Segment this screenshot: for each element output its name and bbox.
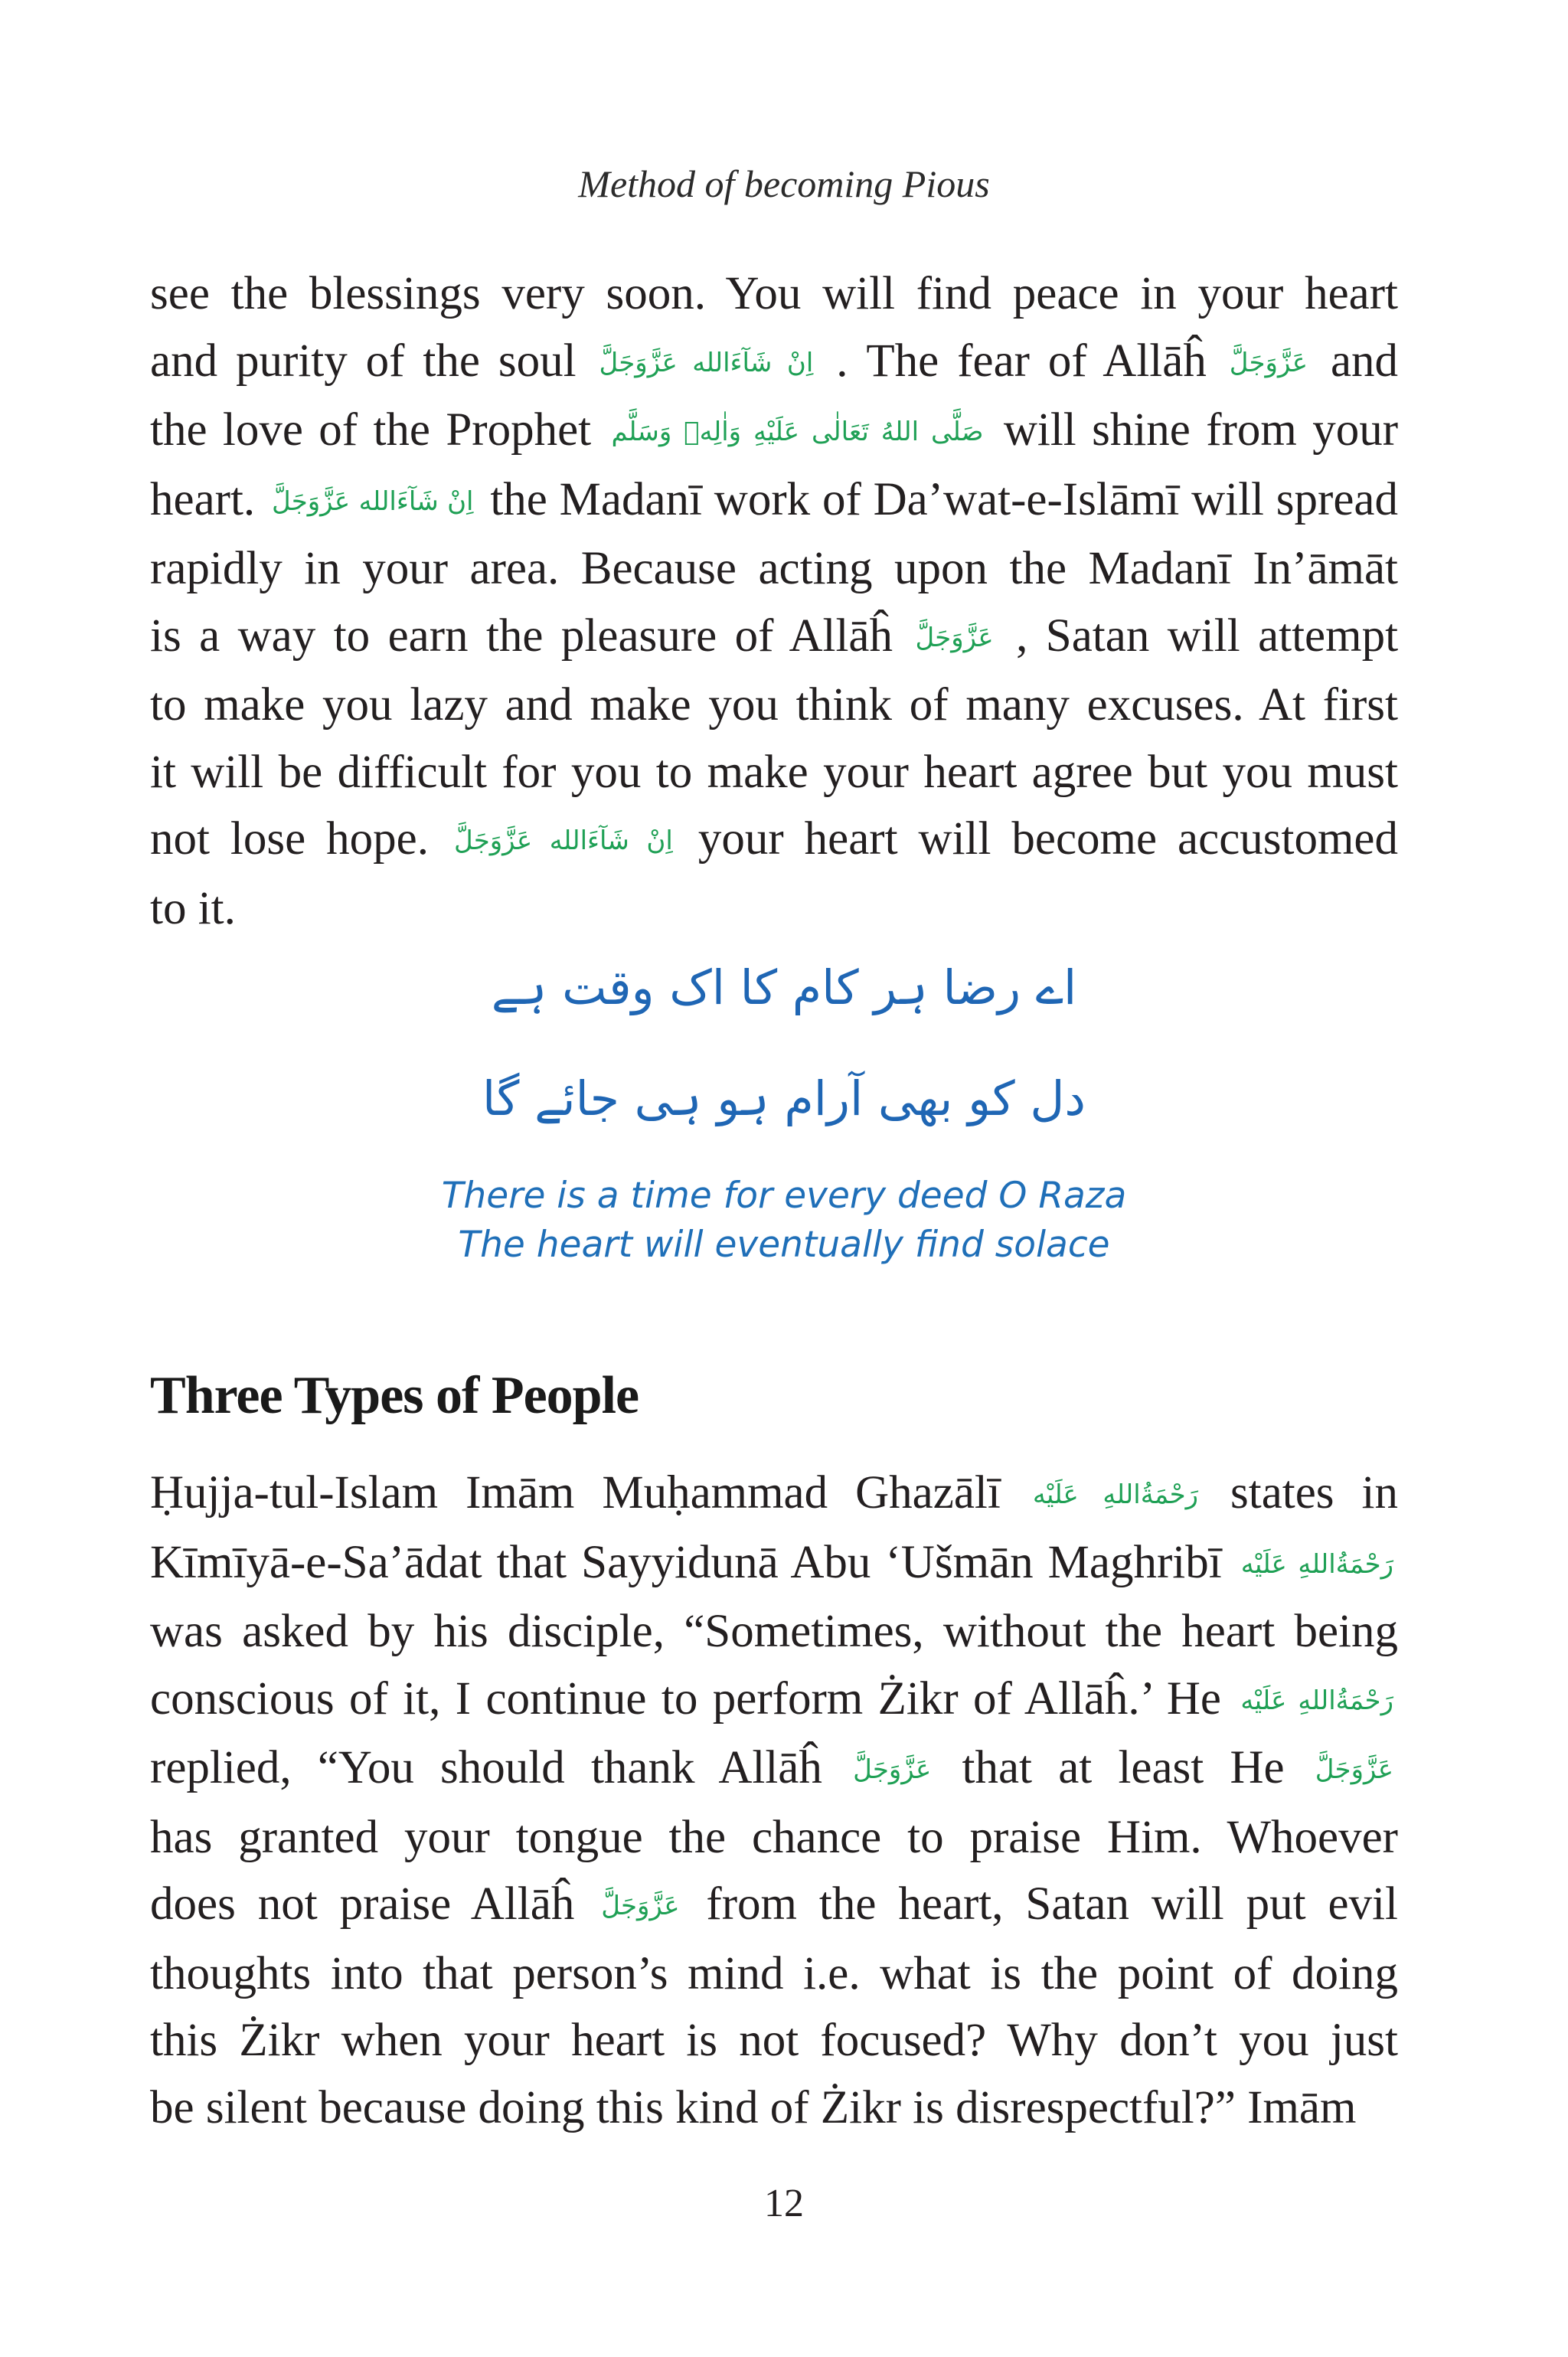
text-line [150, 1666, 1398, 1735]
honorific-arabic: اِنْ شَآءَالله عَزَّوَجَلَّ [271, 485, 474, 517]
honorific-arabic: عَزَّوَجَلَّ [1315, 1754, 1394, 1785]
text-run: see the blessings very soon. You will find peace in your heart [150, 268, 1398, 319]
text-line [150, 1529, 1398, 1599]
text-run: rapidly in your area. Because acting upon the Madanī In’āmāt [150, 543, 1398, 594]
text-line [150, 1871, 1398, 1940]
text-line [150, 328, 1398, 397]
text-line [150, 806, 1398, 875]
urdu-verse-line-2: دل کو بھی آرام ہو ہی جائے گا [482, 1071, 1086, 1126]
text-run: the love of the Prophet [150, 404, 592, 456]
text-line [150, 603, 1398, 672]
text-run: will shine from your [1003, 404, 1399, 456]
honorific-arabic: اِنْ شَآءَالله عَزَّوَجَلَّ [599, 347, 814, 378]
text-line [150, 2007, 1398, 2074]
honorific-arabic: اِنْ شَآءَالله عَزَّوَجَلَّ [453, 825, 673, 856]
text-run: to make you lazy and make you think of many excuses. At first [150, 679, 1398, 731]
text-run: conscious of it, I continue to perform Żikr of Allāĥ.’ He [150, 1672, 1221, 1724]
text-line [150, 739, 1398, 806]
text-line [150, 466, 1398, 536]
honorific-arabic: عَزَّوَجَلَّ [1229, 347, 1308, 378]
text-line [150, 875, 1398, 943]
honorific-arabic: عَزَّوَجَلَّ [601, 1891, 680, 1921]
text-run: your heart will become accustomed [697, 813, 1398, 865]
urdu-verse-line-1: اے رضا ہر کام کا اک وقت ہے [491, 959, 1077, 1015]
text-line [150, 1804, 1398, 1872]
text-line [150, 397, 1398, 466]
text-run: Kīmīyā-e-Sa’ādat that Sayyidunā Abu ‘Ušmān Maghribī [150, 1536, 1222, 1588]
text-run: that at least He [962, 1742, 1285, 1793]
text-run: heart. [150, 473, 256, 525]
honorific-arabic: رَحْمَةُاللهِ عَلَيْه [1032, 1479, 1199, 1510]
text-run: to it. [150, 882, 236, 934]
text-run: states in [1230, 1467, 1398, 1518]
body-paragraph-1 [150, 260, 1398, 942]
page-number: 12 [764, 2182, 804, 2225]
text-line [150, 672, 1398, 739]
text-line [150, 2074, 1398, 2142]
body-paragraph-2 [150, 1460, 1398, 2141]
text-run: and purity of the soul [150, 335, 577, 387]
text-run: . The fear of Allāĥ [836, 335, 1207, 387]
text-run: from the heart, Satan will put evil [706, 1878, 1399, 1930]
text-run: , Satan will attempt [1016, 610, 1399, 662]
text-run: this Żikr when your heart is not focused? Why don’t you just [150, 2015, 1398, 2066]
honorific-arabic: عَزَّوَجَلَّ [915, 622, 994, 653]
text-run: the Madanī work of Da’wat-e-Islāmī will spread [490, 473, 1398, 525]
honorific-arabic: صَلَّى اللهُ تَعَالٰى عَلَيْهِ وَاٰلِهٖ وَسَلَّم [611, 417, 984, 447]
text-run: be silent because doing this kind of Żikr is disrespectful?” Imām [150, 2081, 1357, 2133]
text-line [150, 1940, 1398, 2008]
text-line [150, 260, 1398, 328]
text-run: Ḥujja-tul-Islam Imām Muḥammad Ghazālī [150, 1467, 1001, 1518]
text-line [150, 1734, 1398, 1804]
text-run: replied, “You should thank Allāĥ [150, 1742, 822, 1793]
honorific-arabic: عَزَّوَجَلَّ [853, 1754, 932, 1785]
verse-translation-line-2: The heart will eventually find solace [458, 1224, 1110, 1266]
text-line [150, 1598, 1398, 1666]
running-header: Method of becoming Pious [578, 162, 990, 205]
text-run: it will be difficult for you to make your heart agree but you must [150, 746, 1398, 798]
honorific-arabic: رَحْمَةُاللهِ عَلَيْه [1240, 1685, 1393, 1716]
text-run: was asked by his disciple, “Sometimes, without the heart being [150, 1606, 1398, 1657]
text-run: is a way to earn the pleasure of Allāĥ [150, 610, 893, 662]
verse-translation-line-1: There is a time for every deed O Raza [441, 1175, 1127, 1217]
text-run: and [1330, 335, 1399, 387]
text-run: thoughts into that person’s mind i.e. what is the point of doing [150, 1947, 1398, 1999]
honorific-arabic: رَحْمَةُاللهِ عَلَيْه [1240, 1548, 1394, 1580]
text-run: does not praise Allāĥ [150, 1878, 575, 1930]
section-heading: Three Types of People [150, 1366, 639, 1425]
text-line [150, 535, 1398, 603]
text-run: has granted your tongue the chance to praise Him. Whoever [150, 1811, 1398, 1863]
text-line [150, 1460, 1398, 1529]
text-run: not lose hope. [150, 813, 429, 865]
